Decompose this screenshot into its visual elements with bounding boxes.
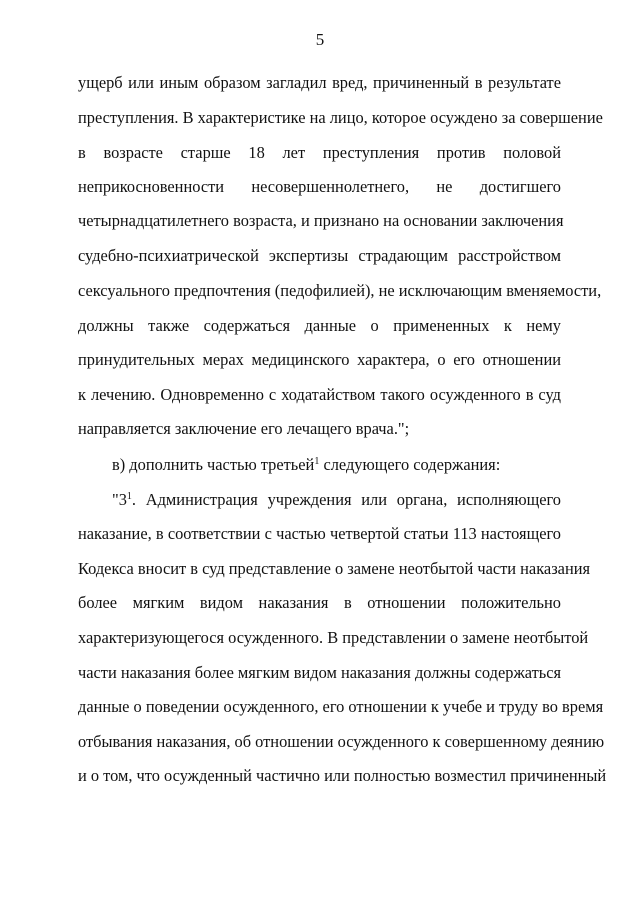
text-line: части наказания более мягким видом наказания должны содержаться	[78, 663, 562, 682]
page-number: 5	[315, 30, 325, 49]
text-line: неприкосновенности несовершеннолетнего, не достигшего	[78, 177, 561, 196]
text-line: в возрасте старше 18 лет преступления против половой	[78, 143, 561, 162]
paragraph-amendment-item	[112, 455, 561, 475]
text-line: наказание, в соответствии с частью четвертой статьи 113 настоящего	[78, 524, 561, 543]
text-line: принудительных мерах медицинского характера, о его отношении	[78, 350, 561, 369]
text-line: направляется заключение его лечащего врача.";	[78, 419, 410, 438]
text-line: характеризующегося осужденного. В представлении о замене неотбытой	[78, 628, 589, 647]
text-line: преступления. В характеристике на лицо, которое осуждено за совершение	[78, 108, 603, 127]
text-line: отбывания наказания, об отношении осужденного к совершенному деянию	[78, 732, 605, 751]
text-line: и о том, что осужденный частично или полностью возместил причиненный	[78, 766, 607, 785]
text-line: судебно-психиатрической экспертизы страдающим расстройством	[78, 246, 561, 265]
text-line: сексуального предпочтения (педофилией), не исключающим вменяемости,	[78, 281, 602, 300]
text-fragment: следующего содержания:	[319, 455, 501, 474]
text-line: данные о поведении осужденного, его отношении к учебе и труду во время	[78, 697, 604, 716]
superscript: 1	[126, 491, 132, 502]
text-line: Кодекса вносит в суд представление о замене неотбытой части наказания	[78, 559, 591, 578]
text-fragment: . Администрация учреждения или органа, исполняющего	[131, 490, 561, 509]
superscript: 1	[314, 456, 320, 467]
text-line: должны также содержаться данные о примененных к нему	[78, 316, 561, 335]
text-fragment: "3	[112, 490, 127, 509]
text-line: к лечению. Одновременно с ходатайством такого осужденного в суд	[78, 385, 561, 404]
paragraph-first-line	[112, 490, 561, 510]
text-line: ущерб или иным образом загладил вред, причиненный в результате	[78, 73, 561, 92]
text-fragment: в) дополнить частью третьей	[112, 455, 315, 474]
text-line: четырнадцатилетнего возраста, и признано на основании заключения	[78, 211, 564, 230]
text-line: более мягким видом наказания в отношении положительно	[78, 593, 561, 612]
